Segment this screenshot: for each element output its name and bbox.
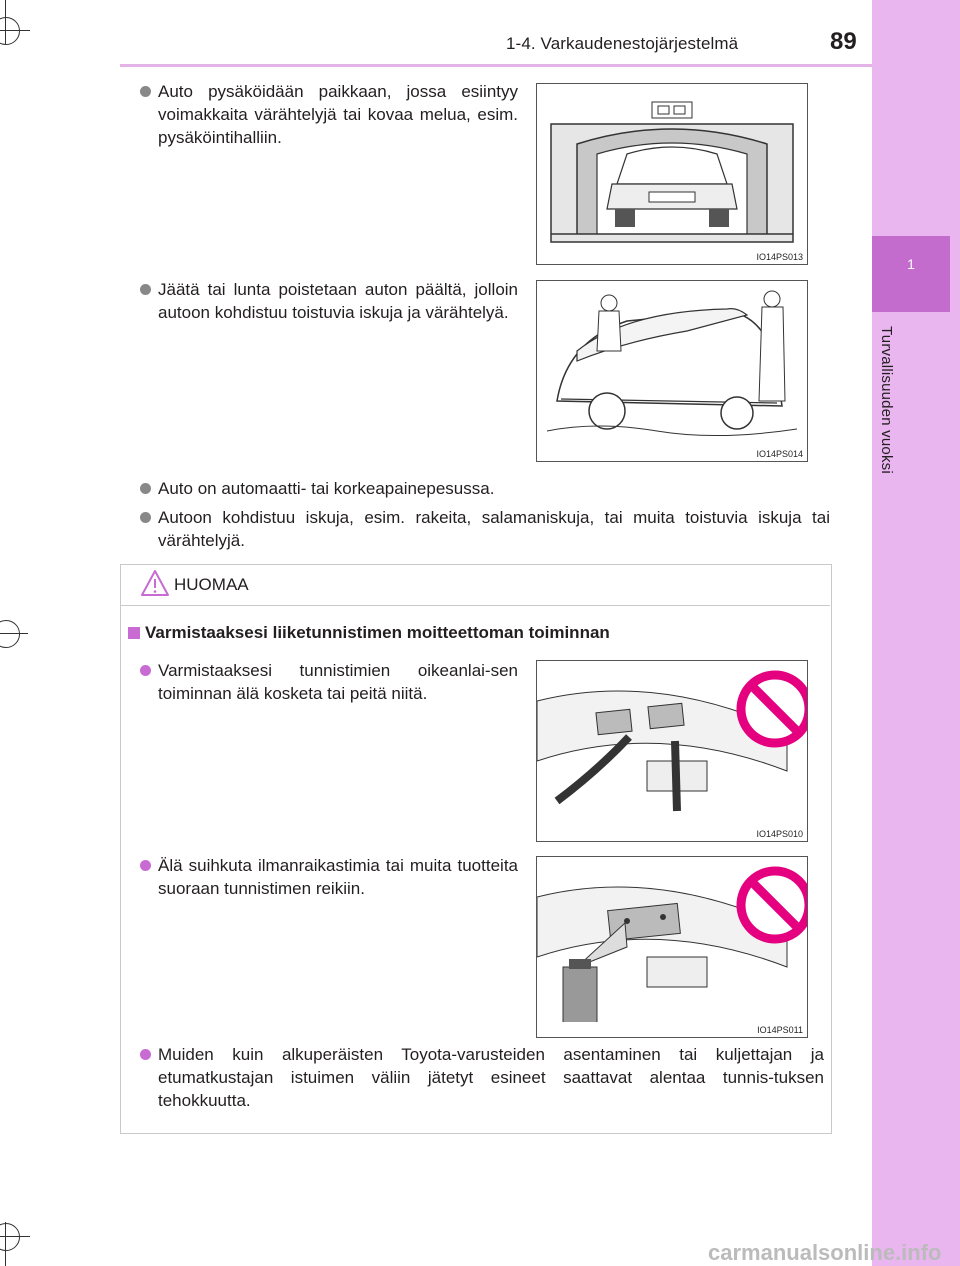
bullet-icon	[140, 665, 151, 676]
warning-icon	[140, 569, 170, 597]
bullet-icon	[140, 284, 151, 295]
figure-do-not-spray-sensor	[536, 856, 808, 1038]
sensor-touch-illustration	[537, 661, 807, 826]
notice-title: HUOMAA	[174, 575, 249, 594]
page-number: 89	[830, 28, 857, 55]
figure-snow-removal	[536, 280, 808, 462]
figure-caption: IO14PS013	[756, 252, 803, 262]
list-item: Muiden kuin alkuperäisten Toyota-varusteiden asentaminen tai kuljettajan ja etumatkustajan istuimen väliin jätetyt esineet saattavat alentaa tunnis-tuksen tehokkuutta.	[140, 1043, 824, 1112]
bullet-icon	[140, 483, 151, 494]
list-item: Älä suihkuta ilmanraikastimia tai muita tuotteita suoraan tunnistimen reikiin.	[140, 854, 518, 900]
snow-removal-illustration	[537, 281, 807, 446]
side-tab	[872, 0, 960, 1266]
bullet-icon	[140, 512, 151, 523]
figure-do-not-touch-sensor	[536, 660, 808, 842]
list-item: Jäätä tai lunta poistetaan auton päältä, jolloin autoon kohdistuu toistuvia iskuja ja värähtelyä.	[140, 278, 518, 324]
chapter-number: 1	[907, 256, 915, 272]
bullet-icon	[140, 86, 151, 97]
figure-caption: IO14PS011	[757, 1025, 803, 1035]
bullet-icon	[140, 860, 151, 871]
list-item: Varmistaaksesi tunnistimien oikeanlai-sen toiminnan älä kosketa tai peitä niitä.	[140, 659, 518, 705]
header-rule	[120, 64, 872, 67]
figure-caption: IO14PS010	[756, 829, 803, 839]
chapter-label: Turvallisuuden vuoksi	[878, 326, 895, 474]
watermark: carmanualsonline.info	[708, 1240, 942, 1265]
side-tab-chapter-marker	[872, 236, 950, 312]
spray-illustration	[537, 857, 807, 1022]
list-item: Autoon kohdistuu iskuja, esim. rakeita, salamaniskuja, tai muita toistuvia iskuja tai värähtelyjä.	[140, 506, 830, 552]
section-title: 1-4. Varkaudenestojärjestelmä	[506, 34, 739, 53]
list-item: Auto pysäköidään paikkaan, jossa esiintyy voimakkaita värähtelyjä tai kovaa melua, esim. pysäköintihalliin.	[140, 80, 518, 149]
figure-parking-garage	[536, 83, 808, 265]
parking-garage-illustration	[537, 84, 807, 249]
notice-subheading: Varmistaaksesi liiketunnistimen moitteettoman toiminnan	[145, 623, 610, 642]
figure-caption: IO14PS014	[756, 449, 803, 459]
list-item: Auto on automaatti- tai korkeapainepesussa.	[140, 477, 830, 500]
square-bullet-icon	[128, 627, 140, 639]
bullet-icon	[140, 1049, 151, 1060]
